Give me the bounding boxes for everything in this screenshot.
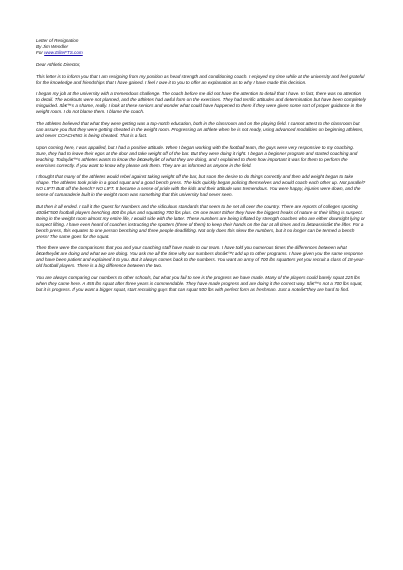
letter-title: Letter of Resignation [36, 38, 79, 43]
paragraph-4: Upon coming here, I was appalled, but I had a positive attitude. When I began working with the football team, the guys were very responsive to my coaching. Sure, they had to leave their egos at the door and take weight off of the bar. But they were doing it right. I began a beginner program and started coaching and teaching. Todayâ€™s athletes wants to know the â€œwhyâ€ of what they are doing, and I explained to them how important it was for them to perform the exercises correctly. If you want to know why please ask them. They are as informed as anyone in the field. [36, 144, 358, 168]
paragraph-7: Then there were the comparisons that you and your coaching staff have made to our team. I have told you numerous times the differences between what â€œtheyâ€ are doing and what we are doing. You ask me all the time why our numbers donâ€™t add up to other programs. I have given you the same response and have been patient and explained it to you. But it always comes back to the numbers. You want an army of 700 lbs squatters yet you recruit a class of 18-year-old football players. There is a big difference between the two. [36, 245, 365, 269]
source-prefix: For [36, 49, 45, 55]
letter-body [36, 38, 366, 293]
letter-author: By Jim Wendler [36, 43, 69, 49]
paragraph-8: You are always comparing our numbers to other schools, but what you fail to see is the progress we have made. Many of the players could barely squat 225 lbs when they came here. A 455 lbs squat after three years is commendable. They have made progress and are doing it the correct way. Itâ€™s not a 700 lbs squat, but it is progress. If you want a bigger squat, start recruiting guys that can squat 500 lbs with perfect form as freshman. Just a noteâ€”they are hard to find. [36, 275, 363, 292]
letter-source [36, 50, 366, 56]
paragraph-3: The athletes believed that what they were getting was a top-notch education, both in the classroom and on the playing field. I cannot attest to the classroom but can assure you that they were getting cheated in the weight room. Progressing an athlete when he is not ready, using advanced modalities on beginning athletes, and never COACHING is being cheated. That is a fact. [36, 121, 364, 138]
paragraph-5: I thought that many of the athletes would rebel against taking weight off the bar, but soon the desire to do things correctly and then add weight began to take shape. The athletes took pride in a good squat and a good bench press. The kids quickly began policing themselves and would coach each other up. Not parallel? NO LIFT! Butt off the bench? NO LIFT. It became a sense of pride with the kids and their attitude was tremendous. You were happy, injuries were down, and the sense of camaraderie built in the weight room was something that this university had never seen. [36, 174, 366, 198]
source-link[interactable]: www.EliteFTS.com [44, 49, 83, 55]
paragraph-6: But then it all ended. I call it the Quest for Numbers and the ridiculous standards that seem to be set all over the country. There are reports of colleges sporting 400â€“500 football players benching 400 lbs plus and squatting 700 lbs plus. On one team! Either they have the biggest freaks of nature or their lifting is suspect. Being in the weight room almost my entire life, I would side with the latter. These numbers are being inflated by strength coaches who are either downright lying or suspect lifting. I have even heard of coaches instructing the spotters (three of them) to keep their hands on the bar at all times and to â€œassistâ€ the lifter. For a bench press, this equates to one person benching and three people deadlifting. Not only does this skew the numbers, but it no longer can be termed a bench press! The same goes for the squat. [36, 204, 365, 239]
paragraph-2: I began my job at the university with a tremendous challenge. The coach before me did not have the attention to detail that I have. In fact, there was no attention to detail. The workouts were not planned, and the athletes had awful form on the exercises. They had terrific attitudes and determination but have been completely misguided. Itâ€™s a shame, really. I look at these seniors and wonder what could have happened to them if they were given some sort of proper guidance in the weight room. I do not blame them. I blame the coach. [36, 91, 366, 115]
letter-greeting: Dear Athletic Director, [36, 61, 81, 67]
paragraph-1: This letter is to inform you that I am resigning from my position as head strength and conditioning coach. I enjoyed my time while at the university and feel grateful for the knowledge and friendships that I have gained. I feel I owe it to you to offer an explanation as to why I have made this decision. [36, 73, 365, 85]
